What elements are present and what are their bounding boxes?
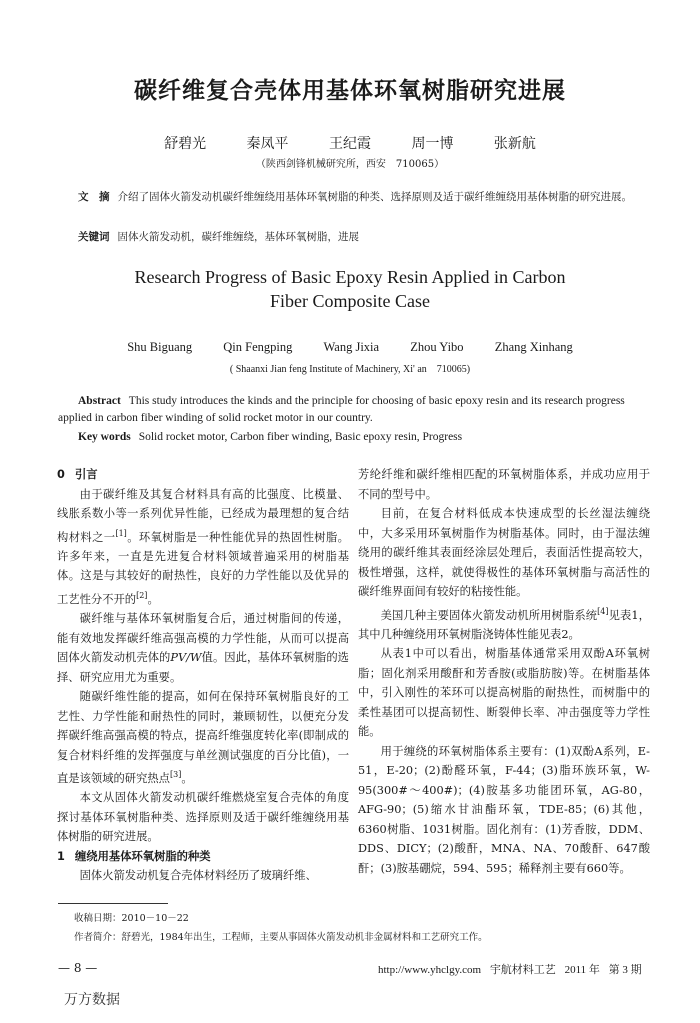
body-column-left bbox=[57, 465, 349, 886]
journal-issue: 第 3 期 bbox=[608, 964, 642, 976]
keywords-en bbox=[78, 431, 648, 443]
abstract-cn-text: 介绍了固体火箭发动机碳纤维缠绕用基体环氧树脂的种类、选择原则及适于碳纤维缠绕用基体树脂的研究进展。 bbox=[117, 191, 632, 203]
paragraph-text: 美国几种主要固体火箭发动机所用树脂系统 bbox=[380, 608, 598, 622]
paragraph-text: 值。因此，基体环氧树脂的选择、研究应用尤为重要。 bbox=[57, 651, 349, 684]
paragraph bbox=[57, 687, 349, 788]
citation: [2] bbox=[136, 590, 148, 600]
author-cn: 张新航 bbox=[493, 136, 536, 152]
journal-footer bbox=[372, 961, 642, 977]
section-number: 0 bbox=[57, 468, 65, 481]
paragraph-text: 。 bbox=[181, 771, 193, 785]
body-column-right bbox=[358, 465, 650, 878]
paragraph-text: 。 bbox=[147, 592, 159, 606]
author-en: Zhang Xinhang bbox=[494, 340, 573, 354]
author-en: Wang Jixia bbox=[323, 340, 380, 354]
affiliation-cn: （陕西剑锋机械研究所，西安 710065） bbox=[255, 159, 445, 170]
paper-title-en-line2: Fiber Composite Case bbox=[270, 291, 430, 311]
section-title: 引言 bbox=[75, 468, 98, 481]
paragraph-text: 随碳纤维性能的提高，如何在保持环氧树脂良好的工艺性、力学性能和耐热性的同时，兼顾韧性，以便充分发挥碳纤维高强高模的特点，提高纤维强度转化率(即制成的复合材料纤维的发挥强度与单丝测试强度的百分比值)，一直是该领域的研究热点 bbox=[57, 690, 349, 785]
abstract-en-text: This study introduces the kinds and the principle for choosing of basic epoxy resin and its research progress applied in carbon fiber winding of solid rocket motor in our country. bbox=[58, 395, 625, 424]
citation: [3] bbox=[169, 770, 182, 780]
paragraph-text: 。环氧树脂是一种性能优异的热固性树脂。许多年来，一直是先进复合材料领域普遍采用的树脂基体。这是与其较好的耐热性，良好的力学性能以及优异的工艺性分不开的 bbox=[57, 530, 349, 606]
paragraph: 芳纶纤维和碳纤维相匹配的环氧树脂体系，并成功应用于不同的型号中。 bbox=[358, 468, 650, 501]
journal-url[interactable]: http://www.yhclgy.com bbox=[378, 964, 482, 976]
journal-year: 2011 年 bbox=[564, 964, 600, 976]
keywords-en-text: Solid rocket motor, Carbon fiber winding, Basic epoxy resin, Progress bbox=[138, 431, 463, 443]
page-number: — 8 — bbox=[58, 961, 98, 975]
watermark: 万方数据 bbox=[64, 992, 120, 1008]
keywords-cn bbox=[78, 229, 648, 244]
abstract-cn bbox=[58, 188, 648, 207]
abstract-en bbox=[58, 393, 648, 427]
author-cn: 秦凤平 bbox=[246, 136, 289, 152]
author-en: Shu Biguang bbox=[127, 340, 193, 354]
paragraph bbox=[358, 602, 650, 645]
keywords-en-label: Key words bbox=[78, 431, 131, 443]
paragraph bbox=[57, 609, 349, 687]
affiliation-en: ( Shaanxi Jian feng Institute of Machinery, Xi' an 710065) bbox=[229, 364, 471, 375]
paragraph: 目前，在复合材料低成本快速成型的长丝湿法缠绕中，大多采用环氧树脂作为树脂基体。同时，由于湿法缠绕用的碳纤维其表面经涂层处理后，表面活性提高较大，极性增强，这样，就使得极性的基体环氧树脂与高活性的碳纤维界面间有较好的粘接性能。 bbox=[358, 507, 650, 598]
citation: [1] bbox=[115, 528, 127, 538]
paper-title-en-line1: Research Progress of Basic Epoxy Resin Applied in Carbon bbox=[134, 267, 566, 287]
section-title: 缠绕用基体环氧树脂的种类 bbox=[75, 849, 211, 863]
journal-name: 宇航材料工艺 bbox=[489, 964, 556, 976]
keywords-cn-text: 固体火箭发动机，碳纤维缠绕，基体环氧树脂，进展 bbox=[117, 231, 359, 243]
formula: PV/W bbox=[170, 651, 202, 665]
authors-cn bbox=[0, 133, 700, 153]
section-number: 1 bbox=[57, 849, 65, 863]
abstract-en-label: Abstract bbox=[78, 395, 121, 407]
paragraph: 固体火箭发动机复合壳体材料经历了玻璃纤维、 bbox=[79, 869, 317, 883]
paragraph-text: 见表1，其中几种缠绕用环氧树脂浇铸体性能见表2。 bbox=[358, 608, 650, 641]
paper-title-cn: 碳纤维复合壳体用基体环氧树脂研究进展 bbox=[134, 78, 566, 104]
footnote-author-bio: 作者简介：舒碧光，1984年出生，工程师，主要从事固体火箭发动机非金属材料和工艺研究工作。 bbox=[74, 932, 488, 943]
author-en: Qin Fengping bbox=[223, 340, 293, 354]
paragraph: 从表1中可以看出，树脂基体通常采用双酚A环氧树脂；固化剂采用酸酐和芳香胺(或脂肪胺)等。在树脂基体中，引入刚性的苯环可以提高树脂的耐热性，而树脂中的柔性基团可以提高韧性、断裂伸长率、冲击强度等力学性能。 bbox=[358, 647, 650, 739]
paragraph bbox=[57, 485, 349, 610]
author-cn: 舒碧光 bbox=[164, 136, 207, 152]
author-cn: 周一博 bbox=[411, 136, 454, 152]
authors-en bbox=[0, 340, 700, 355]
paper-title-en bbox=[0, 265, 700, 313]
citation: [4] bbox=[597, 606, 609, 616]
author-en: Zhou Yibo bbox=[410, 340, 464, 354]
footnote-divider bbox=[58, 903, 168, 904]
abstract-cn-label: 文 摘 bbox=[78, 191, 110, 203]
keywords-cn-label: 关键词 bbox=[78, 231, 110, 243]
section-heading bbox=[57, 847, 349, 867]
paragraph-text: 碳纤维与基体环氧树脂复合后，通过树脂间的传递，能有效地发挥碳纤维高强高模的力学性能，从而可以提高固体火箭发动机壳体的 bbox=[57, 612, 349, 665]
author-cn: 王纪霞 bbox=[329, 136, 371, 152]
paragraph: 用于缠绕的环氧树脂体系主要有：(1)双酚A系列，E-51，E-20；(2)酚醛环氧，F-44；(3)脂环族环氧，W-95(300#～400#)；(4)胺基多功能团环氧，AG-80，AFG-90；(5)缩水甘油酯环氧，TDE-85；(6)其他，6360树脂、1031树脂。固化剂有：(1)芳香胺，DDM、DDS、DICY；(2)酸酐，MNA、NA、70酸酐、647酸酐；(3)胺基硼烷，594、595；稀释剂主要有660等。 bbox=[358, 744, 650, 875]
paragraph-text: 由于碳纤维及其复合材料具有高的比强度、比模量、线胀系数小等一系列优异性能，已经成为最理想的复合结构材料之一 bbox=[57, 487, 349, 544]
section-heading bbox=[57, 465, 349, 485]
paragraph: 本文从固体火箭发动机碳纤维燃烧室复合壳体的角度探讨基体环氧树脂种类、选择原则及适于碳纤维缠绕用基体树脂的研究进展。 bbox=[57, 791, 349, 844]
footnote-received: 收稿日期：2010－10－22 bbox=[74, 913, 189, 924]
